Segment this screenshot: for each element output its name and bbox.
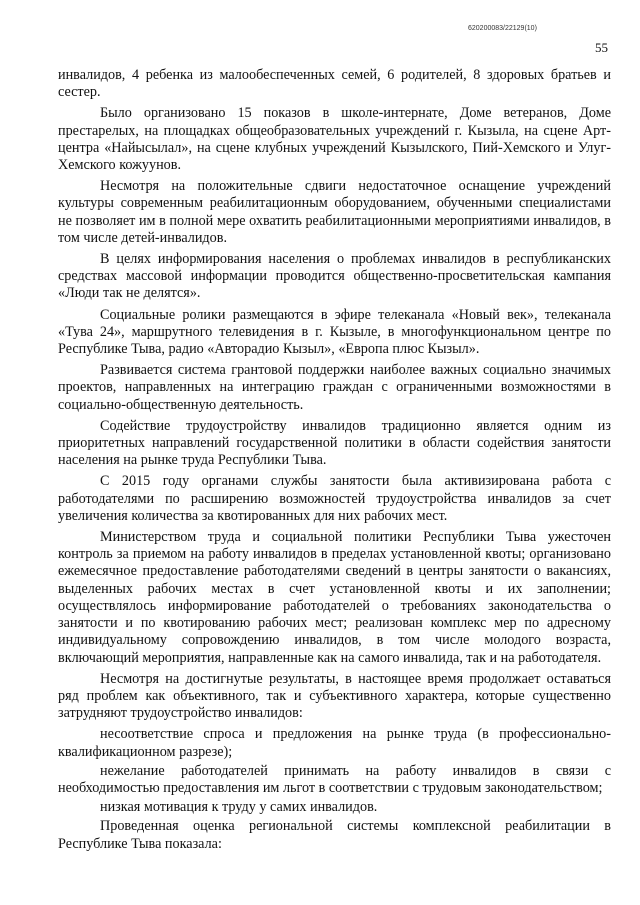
paragraph-employment: Содействие трудоустройству инвалидов традиционно является одним из приоритетных направлений государственной политики в области содействия занятости населения на рынке труда Республики Тыва. xyxy=(58,417,611,469)
paragraph-social-ads: Социальные ролики размещаются в эфире телеканала «Новый век», телеканала «Тува 24», маршрутного телевидения в г. Кызыле, в многофункциональном центре по Республике Тыва, радио «Авторадио Кызыл», «Европа плюс Кызыл». xyxy=(58,306,611,358)
paragraph-equipment: Несмотря на положительные сдвиги недостаточное оснащение учреждений культуры современным реабилитационным оборудованием, обученными специалистами не позволяет им в полной мере охватить реабилитационными мероприятиями инвалидов, в том числе детей-инвалидов. xyxy=(58,178,611,246)
paragraph-ministry: Министерством труда и социальной политики Республики Тыва ужесточен контроль за приемом на работу инвалидов в пределах установленной квоты; организовано ежемесячное предоставление работодателями сведений в центры занятости о вакансиях, выделенных рабочих местах в счет установленной квоты и их заполнении; осуществлялось информирование работодателей о требованиях законодательства о занятости и по квотированию рабочих мест; реализован комплекс мер по адресному индивидуальному сопровождению инвалидов, в том числе молодого возраста, включающий мероприятия, направленные как на самого инвалида, так и на работодателя. xyxy=(58,529,611,666)
paragraph-grants: Развивается система грантовой поддержки наиболее важных социально значимых проектов, направленных на интеграцию граждан с ограниченными возможностями в социально-общественную деятельность. xyxy=(58,362,611,413)
paragraph-problems: Несмотря на достигнутые результаты, в настоящее время продолжает оставаться ряд проблем как объективного, так и субъективного характера, которые существенно затрудняют трудоустройство инвалидов: xyxy=(58,670,611,722)
paragraph-continued: инвалидов, 4 ребенка из малообеспеченных семей, 6 родителей, 8 здоровых братьев и сестер. xyxy=(58,67,611,101)
list-item: несоответствие спроса и предложения на рынке труда (в профессионально-квалификационном разрезе); xyxy=(58,726,611,760)
page-number: 55 xyxy=(595,40,608,55)
paragraph-shows: Было организовано 15 показов в школе-интернате, Доме ветеранов, Доме престарелых, на площадках общеобразовательных учреждений г. Кызыла, на сцене Арт-центра «Найысылал», на сцене клубных учреждений Кызылского, Пий-Хемского и Улуг-Хемского кожуунов. xyxy=(58,105,611,174)
list-item: нежелание работодателей принимать на работу инвалидов в связи с необходимостью предоставления им льгот в соответствии с трудовым законодательством; xyxy=(58,762,611,796)
body-text xyxy=(58,67,611,857)
paragraph-media-campaign: В целях информирования населения о проблемах инвалидов в республиканских средствах массовой информации проводится общественно-просветительская кампания «Люди так не делятся». xyxy=(58,251,611,302)
paragraph-assessment: Проведенная оценка региональной системы комплексной реабилитации в Республике Тыва показала: xyxy=(58,818,611,852)
document-id: 620200083/22129(10) xyxy=(468,25,537,32)
list-item: низкая мотивация к труду у самих инвалидов. xyxy=(100,799,378,816)
paragraph-2015: С 2015 году органами службы занятости была активизирована работа с работодателями по расширению возможностей трудоустройства инвалидов за счет увеличения количества за квотированных для них рабочих мест. xyxy=(58,473,611,524)
